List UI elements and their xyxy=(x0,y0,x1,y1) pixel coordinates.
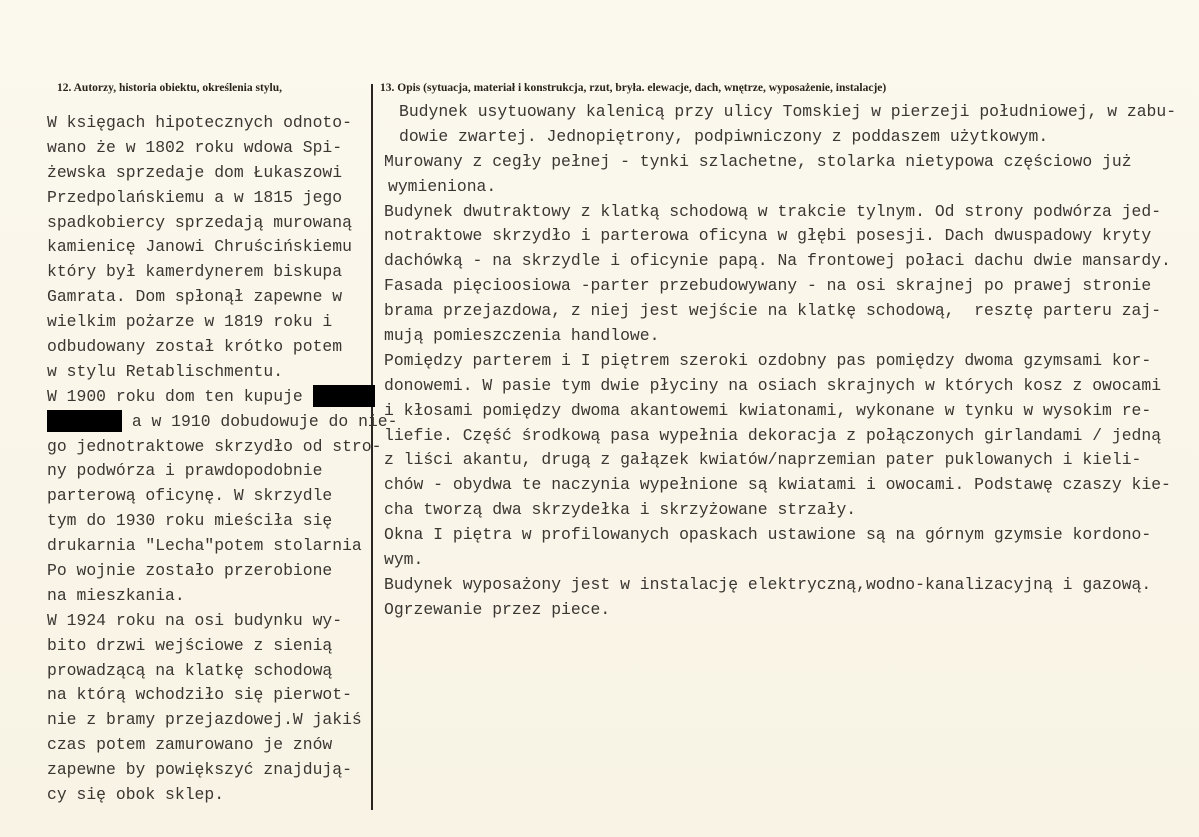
history-column xyxy=(47,111,397,808)
line-text: W 1900 roku dom ten kupuje xyxy=(47,386,313,406)
text-line xyxy=(47,659,397,684)
line-text: Budynek dwutraktowy z klatką schodową w trakcie tylnym. Od strony podwórza jed- xyxy=(384,201,1162,221)
line-text: który był kamerdynerem biskupa xyxy=(47,262,343,282)
line-text: go jednotraktowe skrzydło od stro- xyxy=(47,436,382,456)
line-text: bito drzwi wejściowe z sienią xyxy=(47,635,333,655)
line-text: W 1924 roku na osi budynku wy- xyxy=(47,610,343,630)
line-text: Po wojnie zostało przerobione xyxy=(47,561,333,581)
text-line xyxy=(47,609,397,634)
line-text: wym. xyxy=(384,550,424,570)
text-line xyxy=(47,136,397,161)
line-text: tym do 1930 roku mieściła się xyxy=(47,511,333,531)
text-line xyxy=(47,559,397,584)
line-text: Ogrzewanie przez piece. xyxy=(384,599,611,619)
line-text: czas potem zamurowano je znów xyxy=(47,735,333,755)
line-text: wano że w 1802 roku wdowa Spi- xyxy=(47,137,343,157)
line-text: żewska sprzedaje dom Łukaszowi xyxy=(47,162,343,182)
line-text: Murowany z cegły pełnej - tynki szlachetne, stolarka nietypowa częściowo już xyxy=(384,151,1132,171)
line-text: Pomiędzy parterem i I piętrem szeroki ozdobny pas pomiędzy dwoma gzymsami kor- xyxy=(384,350,1152,370)
text-line xyxy=(384,399,1176,424)
line-text: na którą wchodziło się pierwot- xyxy=(47,685,352,705)
text-line xyxy=(384,349,1176,374)
line-text: W księgach hipotecznych odnoto- xyxy=(47,113,352,132)
text-line xyxy=(384,424,1176,449)
text-line xyxy=(47,509,397,534)
text-line xyxy=(47,111,397,136)
text-line xyxy=(47,235,397,260)
text-line xyxy=(47,186,397,211)
line-text: zapewne by powiększyć znajdują- xyxy=(47,760,352,780)
line-text: na mieszkania. xyxy=(47,585,185,605)
text-line xyxy=(384,548,1176,573)
line-text: cha tworzą dwa skrzydełka i skrzyżowane strzały. xyxy=(384,500,857,520)
text-line xyxy=(384,274,1176,299)
line-text: Budynek wyposażony jest w instalację elektryczną,wodno-kanalizacyjną i gazową. xyxy=(384,574,1152,594)
line-text: drukarnia "Lecha"potem stolarnia xyxy=(47,536,362,556)
line-text: Gamrata. Dom spłonął zapewne w xyxy=(47,287,343,307)
redaction-box xyxy=(47,410,122,432)
line-text: Fasada pięcioosiowa -parter przebudowywany - na osi skrajnej po prawej stronie xyxy=(384,276,1152,296)
text-line xyxy=(47,683,397,708)
text-line xyxy=(384,100,1176,125)
text-line xyxy=(47,783,397,808)
text-line xyxy=(47,385,397,410)
text-line xyxy=(384,523,1176,548)
line-text: Przedpolańskiemu a w 1815 jego xyxy=(47,187,343,207)
line-text: kamienicę Janowi Chruścińskiemu xyxy=(47,237,352,257)
line-text: i kłosami pomiędzy dwoma akantowemi kwiatonami, wykonane w tynku w wysokim re- xyxy=(384,400,1152,420)
text-line xyxy=(47,161,397,186)
line-text: donowemi. W pasie tym dwie płyciny na osiach skrajnych w których kosz z owocami xyxy=(384,375,1162,395)
description-column xyxy=(384,100,1176,623)
line-text: Okna I piętra w profilowanych opaskach ustawione są na górnym gzymsie kordono- xyxy=(384,525,1152,545)
line-text: dachówką - na skrzydle i oficynie papą. Na frontowej połaci dachu dwie mansardy. xyxy=(384,251,1171,271)
line-text: liefie. Część środkową pasa wypełnia dekoracja z połączonych girlandami / jedną xyxy=(384,425,1162,445)
line-text: odbudowany został krótko potem xyxy=(47,337,343,357)
line-text: mują pomieszczenia handlowe. xyxy=(384,326,660,346)
line-text: chów - obydwa te naczynia wypełnione są kwiatami i owocami. Podstawę czaszy kie- xyxy=(384,475,1171,495)
text-line xyxy=(384,573,1176,598)
line-text: Budynek usytuowany kalenicą przy ulicy Tomskiej w pierzeji południowej, w zabu- xyxy=(399,102,1177,121)
line-text: ny podwórza i prawdopodobnie xyxy=(47,461,323,481)
text-line xyxy=(384,473,1176,498)
text-line xyxy=(384,498,1176,523)
text-line xyxy=(384,324,1176,349)
text-line xyxy=(47,410,397,435)
text-line xyxy=(47,335,397,360)
text-line xyxy=(47,360,397,385)
text-line xyxy=(47,584,397,609)
line-text: nie z bramy przejazdowej.W jakiś xyxy=(47,710,362,730)
text-line xyxy=(384,299,1176,324)
text-line xyxy=(47,310,397,335)
line-text: brama przejazdowa, z niej jest wejście na klatkę schodową, resztę parteru zaj- xyxy=(384,301,1162,321)
text-line xyxy=(384,175,1176,200)
line-text: a w 1910 dobudowuje do nie- xyxy=(122,411,398,431)
line-text: prowadzącą na klatkę schodową xyxy=(47,660,333,680)
text-line xyxy=(384,224,1176,249)
text-line xyxy=(47,285,397,310)
line-text: dowie zwartej. Jednopiętrony, podpiwniczony z poddaszem użytkowym. xyxy=(399,126,1049,146)
text-line xyxy=(47,758,397,783)
text-line xyxy=(384,125,1176,150)
line-text: wielkim pożarze w 1819 roku i xyxy=(47,312,333,332)
line-text: z liści akantu, drugą z gałązek kwiatów/naprzemian pater puklowanych i kieli- xyxy=(384,450,1142,470)
line-text: notraktowe skrzydło i parterowa oficyna w głębi posesji. Dach dwuspadowy kryty xyxy=(384,226,1152,246)
text-line xyxy=(384,249,1176,274)
redaction-box xyxy=(313,385,375,407)
text-line xyxy=(384,598,1176,623)
line-text: spadkobiercy sprzedają murowaną xyxy=(47,212,352,232)
text-line xyxy=(47,484,397,509)
section-12-heading: 12. Autorzy, historia obiektu, określenia stylu, xyxy=(57,82,283,94)
line-text: parterową oficynę. W skrzydle xyxy=(47,486,333,506)
text-line xyxy=(384,448,1176,473)
text-line xyxy=(47,211,397,236)
line-text: wymieniona. xyxy=(388,176,497,196)
text-line xyxy=(384,200,1176,225)
text-line xyxy=(47,708,397,733)
text-line xyxy=(384,374,1176,399)
text-line xyxy=(47,435,397,460)
text-line xyxy=(47,634,397,659)
section-13-heading: 13. Opis (sytuacja, materiał i konstrukcja, rzut, bryła. elewacje, dach, wnętrze, wyposażenie, instalacje) xyxy=(380,82,887,94)
line-text: w stylu Retablischmentu. xyxy=(47,361,284,381)
text-line xyxy=(47,733,397,758)
text-line xyxy=(47,459,397,484)
line-text: cy się obok sklep. xyxy=(47,785,225,805)
text-line xyxy=(384,150,1176,175)
text-line xyxy=(47,260,397,285)
text-line xyxy=(47,534,397,559)
